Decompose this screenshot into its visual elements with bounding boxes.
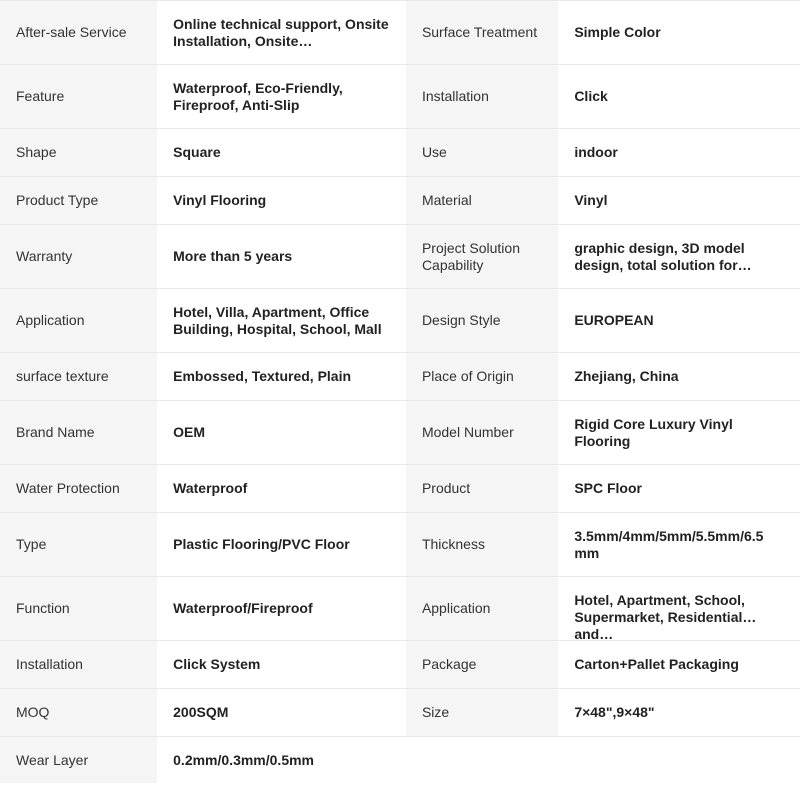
spec-label: Model Number [406,401,558,465]
spec-value: Hotel, Villa, Apartment, Office Building, Hospital, School, Mall [157,289,406,353]
table-row [0,129,800,177]
spec-label: Application [406,577,558,641]
spec-label: Function [0,577,157,641]
spec-label: Material [406,177,558,225]
spec-value: Waterproof, Eco-Friendly, Fireproof, Anti-Slip [157,65,406,129]
table-row [0,65,800,129]
spec-label: Product [406,465,558,513]
spec-value: Click System [157,641,406,689]
spec-value: Rigid Core Luxury Vinyl Flooring [558,401,800,465]
table-row [0,641,800,689]
spec-value: Zhejiang, China [558,353,800,401]
spec-label: MOQ [0,689,157,737]
spec-value: Plastic Flooring/PVC Floor [157,513,406,577]
spec-value: 7×48",9×48" [558,689,800,737]
spec-value: Square [157,129,406,177]
spec-value: Vinyl Flooring [157,177,406,225]
spec-label: Size [406,689,558,737]
spec-label: surface texture [0,353,157,401]
table-row [0,225,800,289]
spec-value: 200SQM [157,689,406,737]
table-row [0,577,800,641]
spec-value: 0.2mm/0.3mm/0.5mm [157,737,406,784]
table-row [0,737,800,784]
spec-value: Online technical support, Onsite Installation, Onsite… [157,1,406,65]
spec-label: After-sale Service [0,1,157,65]
spec-value: graphic design, 3D model design, total solution for… [558,225,800,289]
spec-label: Water Protection [0,465,157,513]
spec-label: Design Style [406,289,558,353]
table-row [0,289,800,353]
spec-label: Product Type [0,177,157,225]
spec-value: More than 5 years [157,225,406,289]
spec-value: Hotel, Apartment, School, Supermarket, Residential and… [558,577,800,641]
empty-cell [558,737,800,784]
table-row [0,465,800,513]
spec-value: indoor [558,129,800,177]
spec-value: OEM [157,401,406,465]
spec-label: Project Solution Capability [406,225,558,289]
spec-label: Use [406,129,558,177]
spec-label: Installation [406,65,558,129]
table-row [0,353,800,401]
spec-label: Brand Name [0,401,157,465]
table-row [0,689,800,737]
empty-cell [406,737,558,784]
spec-value: SPC Floor [558,465,800,513]
spec-label: Thickness [406,513,558,577]
spec-label: Wear Layer [0,737,157,784]
spec-label: Warranty [0,225,157,289]
table-row [0,1,800,65]
spec-value: Simple Color [558,1,800,65]
spec-value: Carton+Pallet Packaging [558,641,800,689]
spec-label: Surface Treatment [406,1,558,65]
spec-label: Type [0,513,157,577]
spec-value: Click [558,65,800,129]
spec-label: Place of Origin [406,353,558,401]
spec-value: Waterproof [157,465,406,513]
spec-label: Shape [0,129,157,177]
table-row [0,177,800,225]
spec-value: Vinyl [558,177,800,225]
table-row [0,401,800,465]
spec-value: Waterproof/Fireproof [157,577,406,641]
spec-value: EUROPEAN [558,289,800,353]
spec-label: Package [406,641,558,689]
spec-label: Feature [0,65,157,129]
table-row [0,513,800,577]
spec-label: Application [0,289,157,353]
spec-value: Embossed, Textured, Plain [157,353,406,401]
spec-value: 3.5mm/4mm/5mm/5.5mm/6.5 mm [558,513,800,577]
spec-label: Installation [0,641,157,689]
